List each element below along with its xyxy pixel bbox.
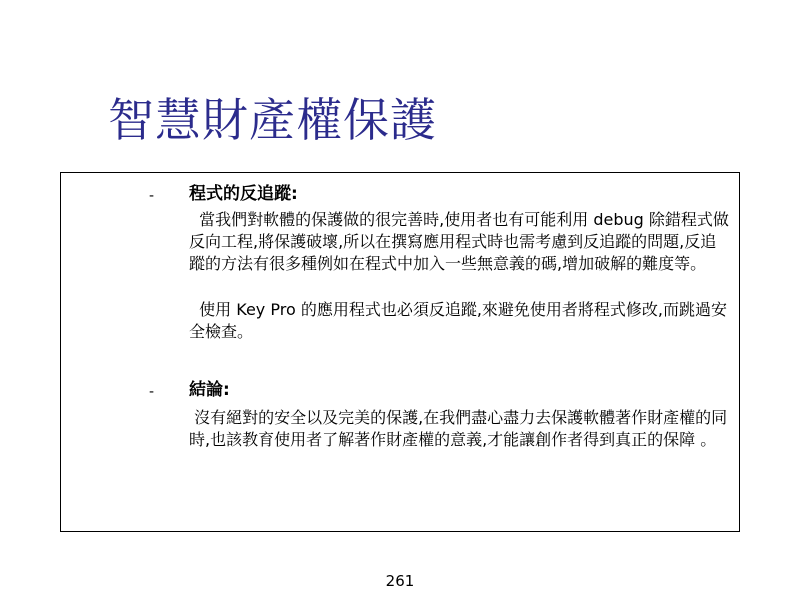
section-heading-conclusion: 結論:: [189, 380, 230, 400]
section-paragraph: 沒有絕對的安全以及完美的保護,在我們盡心盡力去保護軟體著作財產權的同時,也該教育使用者了解著作財產權的意義,才能讓創作者得到真正的保障 。: [189, 408, 728, 449]
bullet-marker: -: [149, 188, 155, 204]
slide-title: 智慧財產權保護: [108, 93, 437, 147]
section-heading-anti-tracing: 程式的反追蹤:: [189, 184, 298, 204]
content-box: [60, 172, 740, 532]
page-number: 261: [385, 572, 415, 590]
bullet-marker: -: [149, 384, 155, 400]
section-paragraph: 當我們對軟體的保護做的很完善時,使用者也有可能利用 debug 除錯程式做反向工程,將保護破壞,所以在撰寫應用程式時也需考慮到反追蹤的問題,反追蹤的方法有很多種例如在程式中加入一些無意義的碼,增加破解的難度等。: [189, 210, 729, 273]
section-paragraph: 使用 Key Pro 的應用程式也必須反追蹤,來避免使用者將程式修改,而跳過安全檢查。: [189, 300, 727, 341]
